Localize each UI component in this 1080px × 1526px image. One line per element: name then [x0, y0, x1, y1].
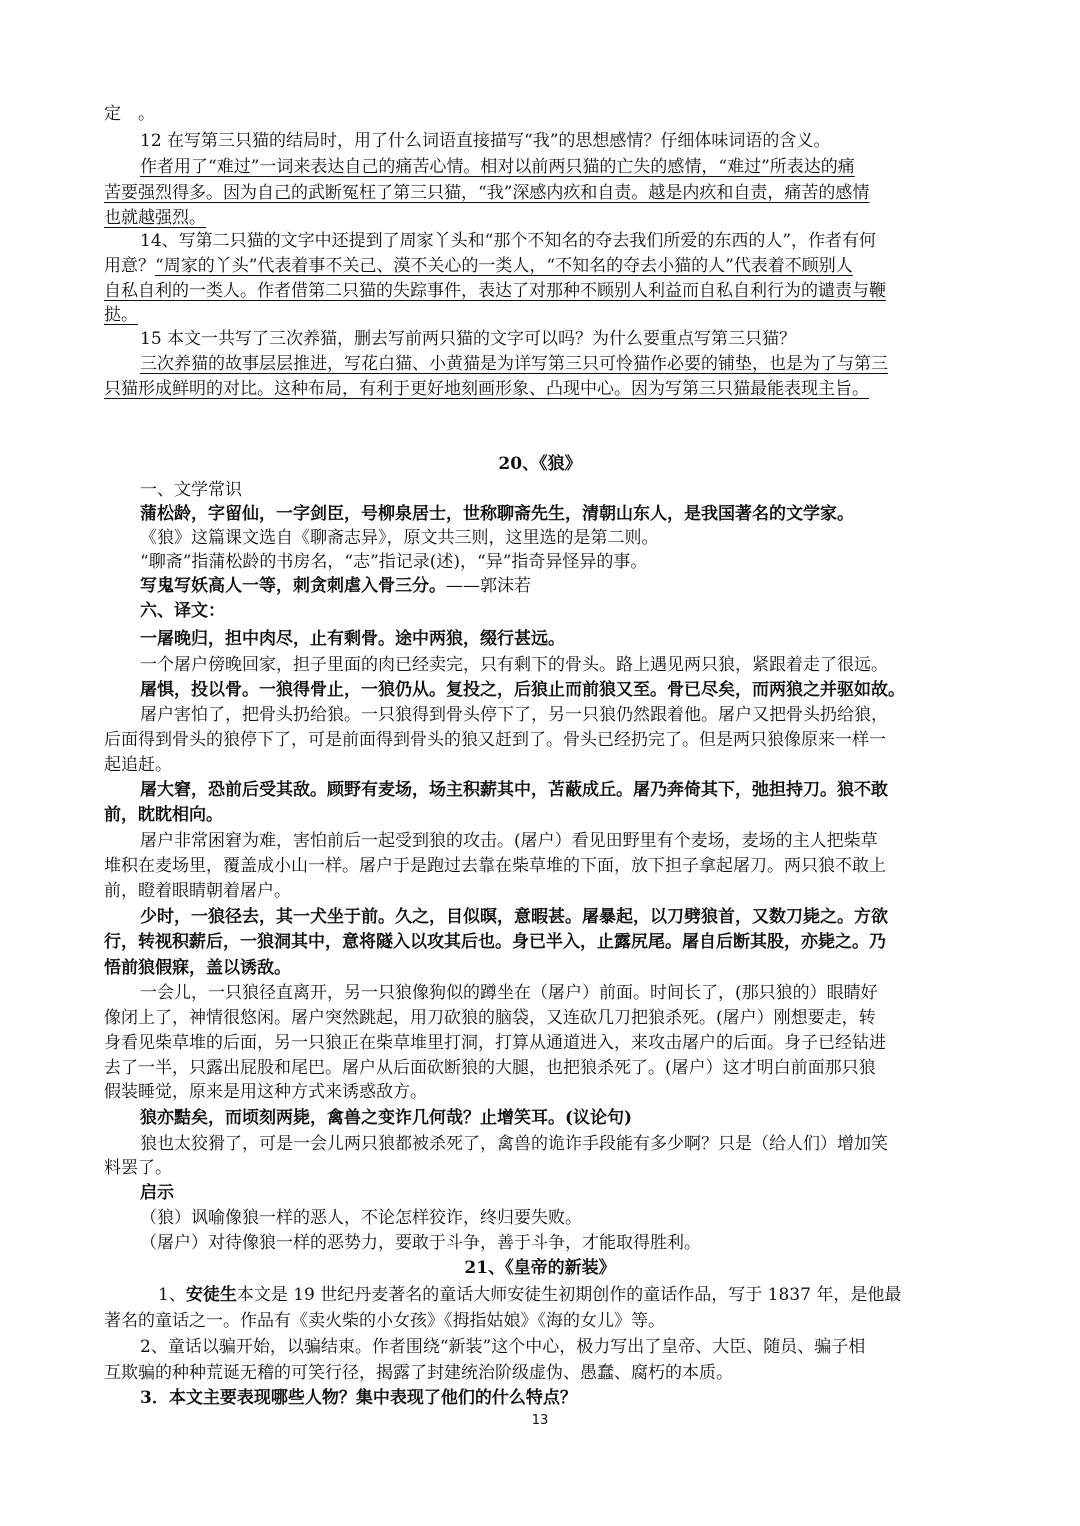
original-text: 屠大窘，恐前后受其敌。顾野有麦场，场主积薪其中，苫蔽成丘。屠乃奔倚其下，弛担持刀。狼不敢 — [140, 780, 888, 800]
author-bio: 蒲松龄，字留仙，一字剑臣，号柳泉居士，世称聊斋先生，清朝山东人，是我国著名的文学家。 — [140, 504, 854, 524]
translation-text: 假装睡觉，原来是用这种方式来诱惑敌方。 — [104, 1082, 427, 1102]
answer-15-line: 只猫形成鲜明的对比。这种布局，有利于更好地刻画形象、凸现中心。因为写第三只猫最能表现主旨。 — [104, 379, 869, 399]
original-text: 行，转视积薪后，一狼洞其中，意将隧入以攻其后也。身已半入，止露尻尾。屠自后断其股，亦毙之。乃 — [104, 932, 886, 952]
emperor-point-1-cont: 著名的童话之一。作品有《卖火柴的小女孩》《拇指姑娘》《海的女儿》等。 — [104, 1311, 665, 1331]
answer-12-line: 作者用了“难过”一词来表达自己的痛苦心情。相对以前两只猫的亡失的感情，“难过”所表达的痛 — [140, 157, 855, 177]
title-meaning: “聊斋”指蒲松龄的书房名，“志”指记录(述)，“异”指奇异怪异的事。 — [140, 552, 648, 572]
answer-12-line: 也就越强烈。 — [104, 208, 206, 228]
author-name: 安徒生 — [185, 1285, 237, 1305]
translation-text: 一会儿，一只狼径直离开，另一只狼像狗似的蹲坐在（屠户）前面。时间长了，(那只狼的）眼睛好 — [140, 983, 878, 1003]
translation-text: 一个屠户傍晚回家，担子里面的肉已经卖完，只有剩下的骨头。路上遇见两只狼，紧跟着走了很远。 — [140, 655, 888, 675]
quote-author: ——郭沫若 — [446, 576, 531, 596]
answer-14-text: “周家的丫头”代表着事不关己、漠不关心的一类人，“不知名的夺去小猫的人”代表着不顾别人 — [155, 256, 853, 276]
point-number: 1、 — [158, 1285, 186, 1305]
question-14: 14、写第二只猫的文字中还提到了周家丫头和“那个不知名的夺去我们所爱的东西的人”，作者有何 — [140, 231, 877, 251]
translation-text: 狼也太狡猾了，可是一会儿两只狼都被杀死了，禽兽的诡诈手段能有多少啊？只是（给人们）增加笑 — [140, 1134, 888, 1154]
inspiration-butcher: （屠户）对待像狼一样的恶势力，要敢于斗争，善于斗争，才能取得胜利。 — [140, 1233, 701, 1253]
question-15: 15 本文一共写了三次养猫，删去写前两只猫的文字可以吗？为什么要重点写第三只猫？ — [140, 329, 797, 349]
source-note: 《狼》这篇课文选自《聊斋志异》，原文共三则，这里选的是第二则。 — [140, 528, 659, 548]
translation-text: 身看见柴草堆的后面，另一只狼正在柴草堆里打洞，打算从通道进入，来攻击屠户的后面。身子已经钻进 — [104, 1033, 886, 1053]
question-14-tail: 用意？ — [104, 256, 155, 276]
translation-text: 像闭上了，神情很悠闲。屠户突然跳起，用刀砍狼的脑袋，又连砍几刀把狼杀死。(屠户）刚想要走，转 — [104, 1008, 876, 1028]
text-line: 定 。 — [104, 104, 155, 124]
original-text: 悟前狼假寐，盖以诱敌。 — [104, 958, 291, 978]
evaluation-quote — [140, 574, 979, 598]
answer-14-line: 挞。 — [104, 305, 138, 325]
answer-14-line: 自私自利的一类人。作者借第二只猫的失踪事件，表达了对那种不顾别人利益而自私自利行为的谴责与鞭 — [104, 281, 886, 301]
original-text: 一屠晚归，担中肉尽，止有剩骨。途中两狼，缀行甚远。 — [140, 629, 565, 649]
emperor-question-3: 3．本文主要表现哪些人物？集中表现了他们的什么特点？ — [140, 1388, 577, 1408]
translation-text: 后面得到骨头的狼停下了，可是前面得到骨头的狼又赶到了。骨头已经扔完了。但是两只狼像原来一样一 — [104, 730, 886, 750]
emperor-point-2-cont: 互欺骗的种种荒诞无稽的可笑行径，揭露了封建统治阶级虚伪、愚蠢、腐朽的本质。 — [104, 1363, 733, 1383]
page-number: 13 — [531, 1413, 549, 1428]
question-14-answer-line — [104, 254, 979, 278]
quote-text: 写鬼写妖高人一等，刺贪刺虐入骨三分。 — [140, 576, 446, 596]
heading-translation: 六、译文： — [140, 601, 225, 621]
original-text: 屠惧，投以骨。一狼得骨止，一狼仍从。复投之，后狼止而前狼又至。骨已尽矣，而两狼之并驱如故。 — [140, 680, 905, 700]
translation-text: 屠户害怕了，把骨头扔给狼。一只狼得到骨头停下了，另一只狼仍然跟着他。屠户又把骨头扔给狼， — [140, 705, 888, 725]
section-title-wolf: 20、《狼》 — [498, 454, 582, 474]
heading-inspiration: 启示 — [140, 1183, 174, 1203]
original-text: 前，眈眈相向。 — [104, 805, 223, 825]
emperor-point-2: 2、童话以骗开始，以骗结束。作者围绕“新装”这个中心，极力写出了皇帝、大臣、随员、骗子相 — [140, 1337, 866, 1357]
translation-text: 去了一半，只露出屁股和尾巴。屠户从后面砍断狼的大腿，也把狼杀死了。(屠户）这才明白前面那只狼 — [104, 1058, 876, 1078]
question-12: 12 在写第三只猫的结局时，用了什么词语直接描写“我”的思想感情？仔细体味词语的含义。 — [140, 131, 831, 151]
translation-text: 起追赶。 — [104, 755, 172, 775]
point-1-text: 本文是 19 世纪丹麦著名的童话大师安徒生初期创作的童话作品，写于 1837 年，是他最 — [236, 1285, 902, 1305]
heading-literary-knowledge: 一、文学常识 — [140, 480, 242, 500]
translation-text: 前，瞪着眼睛朝着屠户。 — [104, 881, 291, 901]
original-text: 狼亦黠矣，而顷刻两毙，禽兽之变诈几何哉？止增笑耳。(议论句) — [140, 1108, 633, 1128]
original-text: 少时，一狼径去，其一犬坐于前。久之，目似暝，意暇甚。屠暴起，以刀劈狼首，又数刀毙之。方欲 — [140, 907, 888, 927]
section-title-emperor: 21、《皇帝的新装》 — [464, 1258, 616, 1278]
translation-text: 料罢了。 — [104, 1158, 172, 1178]
translation-text: 堆积在麦场里，覆盖成小山一样。屠户于是跑过去靠在柴草堆的下面，放下担子拿起屠刀。两只狼不敢上 — [104, 856, 886, 876]
inspiration-wolf: （狼）讽喻像狼一样的恶人，不论怎样狡诈，终归要失败。 — [140, 1208, 582, 1228]
emperor-point-1 — [158, 1283, 979, 1307]
translation-text: 屠户非常困窘为难，害怕前后一起受到狼的攻击。(屠户）看见田野里有个麦场，麦场的主人把柴草 — [140, 831, 878, 851]
answer-15-line: 三次养猫的故事层层推进，写花白猫、小黄猫是为详写第三只可怜猫作必要的铺垫，也是为了与第三 — [140, 354, 888, 374]
answer-12-line: 苦要强烈得多。因为自己的武断冤枉了第三只猫，“我”深感内疚和自责。越是内疚和自责，痛苦的感情 — [104, 183, 870, 203]
